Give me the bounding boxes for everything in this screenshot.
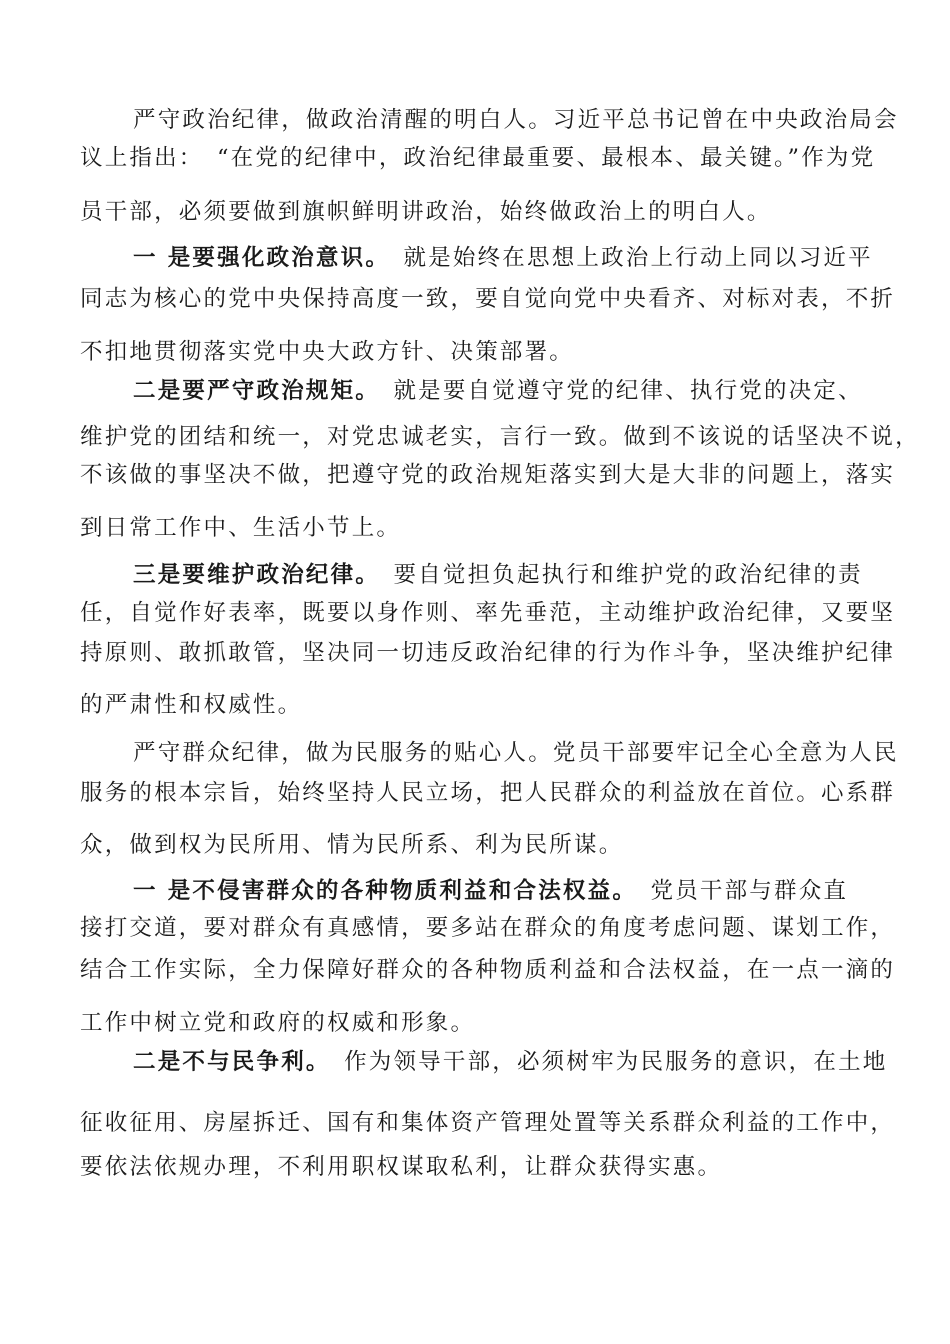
para-5-line-3: 众，做到权为民所用、情为民所系、利为民所谋。 <box>80 832 624 858</box>
para-6-line-3: 结合工作实际，全力保障好群众的各种物质利益和合法权益，在一点一滴的 <box>80 957 896 983</box>
para-4-line-3: 持原则、敢抓敢管，坚决同一切违反政治纪律的行为作斗争，坚决维护纪律 <box>80 640 896 666</box>
para-3-line-3: 不该做的事坚决不做，把遵守党的政治规矩落实到大是大非的问题上，落实 <box>80 462 896 488</box>
para-1-line-1: 严守政治纪律，做政治清醒的明白人。习近平总书记曾在中央政治局会 <box>133 107 899 133</box>
para-2-line-3: 不扣地贯彻落实党中央大政方针、决策部署。 <box>80 339 575 365</box>
para-3-line-1 <box>133 376 863 406</box>
para-2-line-2: 同志为核心的党中央保持高度一致，要自觉向党中央看齐、对标对表，不折 <box>80 286 896 312</box>
para-4-heading: 三是要维护政治纪律。 <box>133 562 369 588</box>
para-2-text: 就是始终在思想上政治上行动上同以习近平 <box>403 245 873 271</box>
para-5-line-2: 服务的根本宗旨，始终坚持人民立场，把人民群众的利益放在首位。心系群 <box>80 780 896 806</box>
para-6-heading: 一 是不侵害群众的各种物质利益和合法权益。 <box>133 878 626 904</box>
para-6-text: 党员干部与群众直 <box>650 878 849 904</box>
para-6-line-2: 接打交道，要对群众有真感情，要多站在群众的角度考虑问题、谋划工作， <box>80 915 896 941</box>
para-2-heading: 一 是要强化政治意识。 <box>133 245 379 271</box>
para-4-line-1 <box>133 560 863 590</box>
para-6-line-4: 工作中树立党和政府的权威和形象。 <box>80 1010 476 1036</box>
para-7-line-1 <box>133 1047 887 1077</box>
para-6-line-1 <box>133 876 848 906</box>
para-7-text: 作为领导干部，必须树牢为民服务的意识，在土地 <box>344 1049 888 1075</box>
para-7-line-3: 要依法依规办理，不利用职权谋取私利，让群众获得实惠。 <box>80 1154 723 1180</box>
para-1-line-2: 议上指出： “在党的纪律中，政治纪律最重要、最根本、最关键。”作为党 <box>80 145 876 171</box>
para-3-line-2: 维护党的团结和统一，对党忠诚老实，言行一致。做到不该说的话坚决不说， <box>80 424 920 450</box>
para-7-line-2: 征收征用、房屋拆迁、国有和集体资产管理处置等关系群众利益的工作中， <box>80 1110 896 1136</box>
para-3-text: 就是要自觉遵守党的纪律、执行党的决定、 <box>393 378 863 404</box>
para-3-heading: 二是要严守政治规矩。 <box>133 378 369 404</box>
para-4-text: 要自觉担负起执行和维护党的政治纪律的责 <box>393 562 863 588</box>
para-4-line-2: 任，自觉作好表率，既要以身作则、率先垂范，主动维护政治纪律，又要坚 <box>80 600 896 626</box>
para-4-line-4: 的严肃性和权威性。 <box>80 692 303 718</box>
para-3-line-4: 到日常工作中、生活小节上。 <box>80 515 402 541</box>
para-2-line-1 <box>133 243 873 273</box>
para-1-line-3: 员干部，必须要做到旗帜鲜明讲政治，始终做政治上的明白人。 <box>80 199 772 225</box>
para-7-heading: 二是不与民争利。 <box>133 1049 320 1075</box>
para-5-line-1: 严守群众纪律，做为民服务的贴心人。党员干部要牢记全心全意为人民 <box>133 740 899 766</box>
